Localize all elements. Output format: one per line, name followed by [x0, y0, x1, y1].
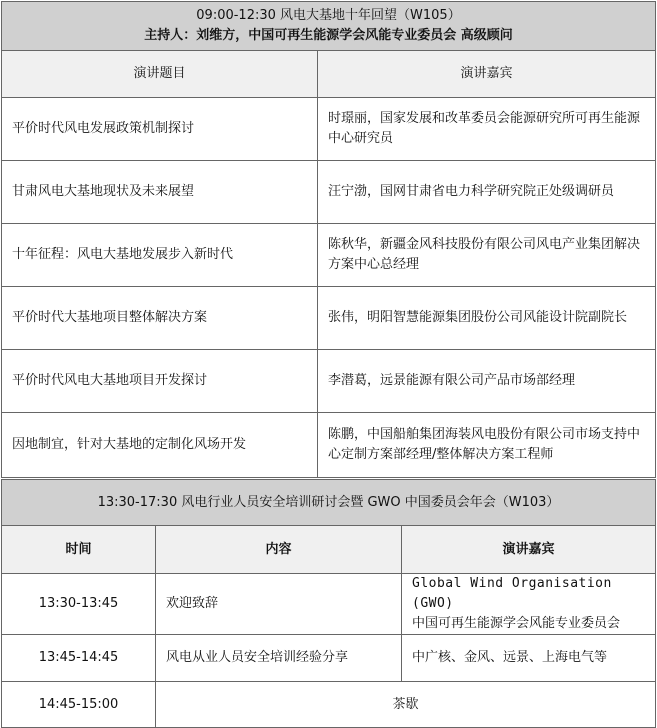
session2-table [1, 479, 656, 728]
table-row [2, 161, 656, 224]
speaker-line-2: 中国可再生能源学会风能专业委员会 [412, 616, 621, 631]
session2-title: 13:30-17:30 风电行业人员安全培训研讨会暨 GWO 中国委员会年会（W103） [2, 480, 656, 526]
header-time: 时间 [2, 526, 156, 574]
table-row [2, 287, 656, 350]
time-cell: 13:30-13:45 [2, 574, 156, 635]
session2-header-row [2, 526, 656, 574]
speaker-line-1: Global Wind Organisation (GWO) [412, 576, 612, 611]
table-row [2, 350, 656, 413]
table-row [2, 635, 656, 682]
session1-table [1, 1, 656, 478]
session1-header-row [2, 51, 656, 98]
header-speaker: 演讲嘉宾 [318, 51, 656, 98]
speaker-cell: 中广核、金风、远景、上海电气等 [402, 635, 656, 682]
content-cell: 风电从业人员安全培训经验分享 [156, 635, 402, 682]
header-speaker: 演讲嘉宾 [402, 526, 656, 574]
table-row [2, 682, 656, 728]
time-cell: 13:45-14:45 [2, 635, 156, 682]
speaker-cell: 陈鹏，中国船舶集团海装风电股份有限公司市场支持中心定制方案部经理/整体解决方案工程师 [318, 413, 656, 478]
speaker-cell: 时璟丽，国家发展和改革委员会能源研究所可再生能源中心研究员 [318, 98, 656, 161]
session1-banner [2, 2, 656, 51]
session1-banner-cell [2, 2, 656, 51]
topic-cell: 平价时代风电发展政策机制探讨 [2, 98, 318, 161]
speaker-cell [402, 574, 656, 635]
topic-cell: 甘肃风电大基地现状及未来展望 [2, 161, 318, 224]
topic-cell: 平价时代风电大基地项目开发探讨 [2, 350, 318, 413]
session1-host: 主持人：刘维方，中国可再生能源学会风能专业委员会 高级顾问 [144, 28, 513, 43]
speaker-cell: 汪宁渤，国网甘肃省电力科学研究院正处级调研员 [318, 161, 656, 224]
content-cell: 欢迎致辞 [156, 574, 402, 635]
table-row [2, 574, 656, 635]
topic-cell: 因地制宜，针对大基地的定制化风场开发 [2, 413, 318, 478]
header-content: 内容 [156, 526, 402, 574]
table-row [2, 224, 656, 287]
content-cell: 茶歇 [156, 682, 656, 728]
session1-title: 09:00-12:30 风电大基地十年回望（W105） [196, 8, 461, 23]
speaker-cell: 陈秋华，新疆金风科技股份有限公司风电产业集团解决方案中心总经理 [318, 224, 656, 287]
topic-cell: 平价时代大基地项目整体解决方案 [2, 287, 318, 350]
speaker-cell: 李潜葛，远景能源有限公司产品市场部经理 [318, 350, 656, 413]
table-row [2, 413, 656, 478]
table-row [2, 98, 656, 161]
topic-cell: 十年征程：风电大基地发展步入新时代 [2, 224, 318, 287]
session2-banner [2, 480, 656, 526]
header-topic: 演讲题目 [2, 51, 318, 98]
speaker-cell: 张伟，明阳智慧能源集团股份公司风能设计院副院长 [318, 287, 656, 350]
time-cell: 14:45-15:00 [2, 682, 156, 728]
